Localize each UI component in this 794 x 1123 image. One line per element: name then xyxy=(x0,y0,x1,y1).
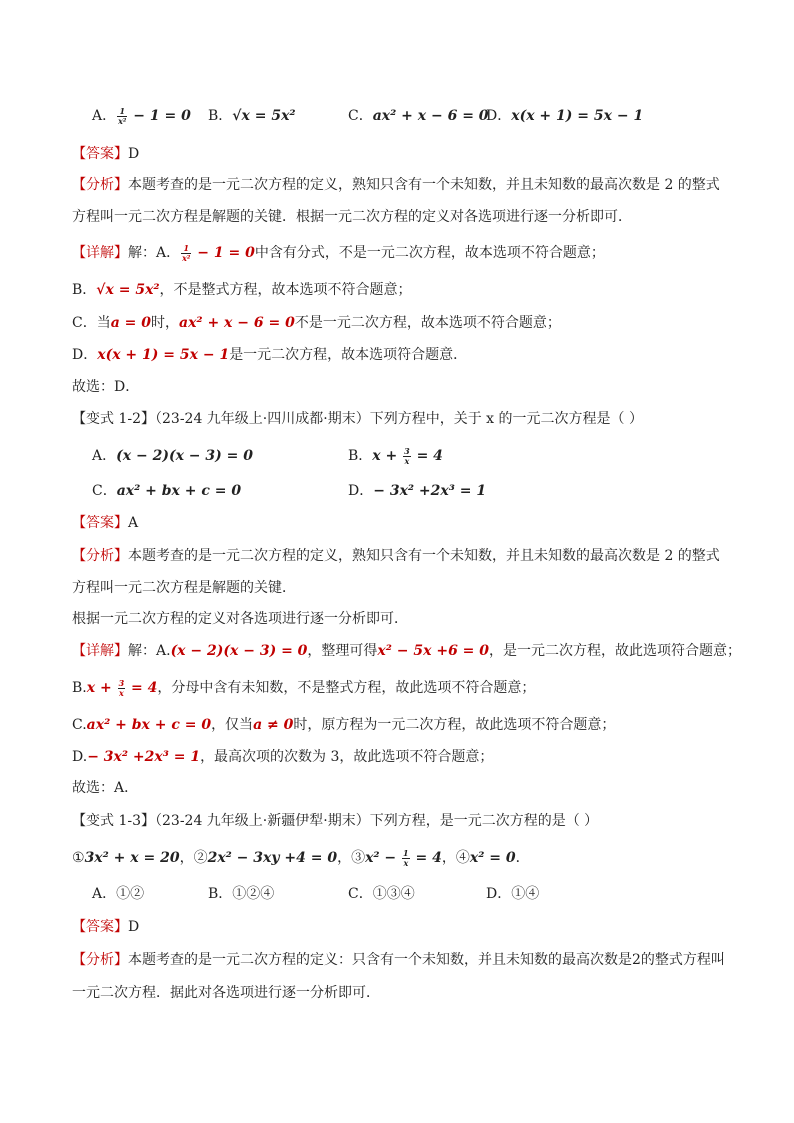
answer-tag: 【答案】 xyxy=(72,515,128,531)
fraction xyxy=(118,679,126,698)
q2-title xyxy=(72,409,643,429)
q3-analysis-line-2: 一元二次方程．据此对各选项进行逐一分析即可． xyxy=(72,985,380,1001)
q2-detail-b xyxy=(72,678,535,698)
q2-answer xyxy=(72,513,138,533)
option-math: x(x + 1) = 5x − 1 xyxy=(511,108,644,124)
detail-math: a ≠ 0 xyxy=(253,717,294,733)
detail-math: = 4 xyxy=(126,680,158,696)
option-label: A． xyxy=(92,448,117,464)
detail-prefix: C．当 xyxy=(72,315,111,331)
detail-math: x + xyxy=(86,680,117,696)
separator: ， xyxy=(179,850,194,866)
detail-prefix: B． xyxy=(72,282,97,298)
variant-tag: 【变式 1-2】 xyxy=(72,411,155,427)
option-math: √x = 5x² xyxy=(232,108,296,124)
option-math: − 3x² +2x³ = 1 xyxy=(373,483,487,499)
circled-number: ④ xyxy=(455,850,470,866)
detail-text: ，不是整式方程，故本选项不符合题意； xyxy=(159,282,412,298)
fraction-denominator: x² xyxy=(118,115,127,126)
q1-analysis-line-1 xyxy=(72,175,720,195)
q1-answer xyxy=(72,144,139,164)
q2-detail-d xyxy=(72,747,493,767)
q2-analysis-line-3: 根据一元二次方程的定义对各选项进行逐一分析即可． xyxy=(72,611,408,627)
analysis-text: 本题考查的是一元二次方程的定义，熟知只含有一个未知数，并且未知数的最高次数是 2 的整式 xyxy=(128,548,720,564)
option-label: B． xyxy=(208,108,233,124)
fraction xyxy=(402,849,410,868)
detail-math: x² − 5x +6 = 0 xyxy=(377,643,490,659)
detail-math: − 3x² +2x³ = 1 xyxy=(87,749,201,765)
fraction xyxy=(181,244,191,263)
q2-detail-a xyxy=(72,641,741,661)
q2-choice: 故选：A． xyxy=(72,780,139,796)
q1-detail-a xyxy=(72,243,605,263)
q2-option-c xyxy=(92,481,241,501)
q2-option-d xyxy=(348,481,486,501)
detail-prefix: 解：A. xyxy=(128,643,171,659)
answer-tag: 【答案】 xyxy=(72,146,128,162)
q1-detail-b xyxy=(72,280,412,300)
q1-analysis-line-2: 方程叫一元二次方程是解题的关键．根据一元二次方程的定义对各选项进行逐一分析即可． xyxy=(72,209,632,225)
circled-number: ① xyxy=(72,850,85,866)
fraction-numerator: 1 xyxy=(117,107,127,117)
q1-detail-c xyxy=(72,313,561,333)
fraction-numerator: 3 xyxy=(118,677,125,688)
detail-tag: 【详解】 xyxy=(72,643,128,659)
fraction-numerator: 1 xyxy=(181,244,191,254)
fraction xyxy=(117,107,127,126)
detail-text: ，是一元二次方程，故此选项符合题意； xyxy=(489,643,742,659)
answer-tag: 【答案】 xyxy=(72,919,128,935)
q2-analysis-line-1 xyxy=(72,546,720,566)
q3-title xyxy=(72,811,598,831)
option-label: A． xyxy=(92,108,117,124)
fraction xyxy=(403,447,411,466)
detail-text: 不是一元二次方程，故本选项不符合题意； xyxy=(294,315,561,331)
fraction-numerator: 3 xyxy=(404,445,410,456)
answer-value: D xyxy=(128,919,140,935)
answer-value: D xyxy=(128,146,140,162)
q3-option-d: D．①④ xyxy=(486,886,540,902)
detail-text: 时， xyxy=(151,315,180,331)
detail-prefix: B. xyxy=(72,680,87,696)
detail-prefix: C. xyxy=(72,717,87,733)
detail-text: 时，原方程为一元二次方程，故此选项不符合题意； xyxy=(293,717,616,733)
option-math: ax² + x − 6 = 0 xyxy=(372,108,489,124)
q1-option-a xyxy=(92,106,191,126)
fraction-denominator: x xyxy=(403,857,409,868)
detail-text: ，仅当 xyxy=(211,717,254,733)
q1-option-c xyxy=(348,106,489,126)
detail-math: (x − 2)(x − 3) = 0 xyxy=(170,643,308,659)
separator: ， xyxy=(337,850,352,866)
detail-math: x(x + 1) = 5x − 1 xyxy=(97,347,230,363)
q1-option-b xyxy=(208,106,296,126)
equation: 2x² − 3xy +4 = 0 xyxy=(207,850,338,866)
q2-detail-c xyxy=(72,715,615,735)
circled-number: ③ xyxy=(351,850,366,866)
analysis-tag: 【分析】 xyxy=(72,177,128,193)
analysis-tag: 【分析】 xyxy=(72,548,128,564)
detail-math: − 1 = 0 xyxy=(192,245,255,261)
detail-text: ，整理可得 xyxy=(307,643,378,659)
detail-math: ax² + bx + c = 0 xyxy=(86,717,212,733)
option-label: D． xyxy=(348,483,374,499)
variant-tag: 【变式 1-3】 xyxy=(72,813,155,829)
equation: = 4 xyxy=(410,850,442,866)
q2-option-a xyxy=(92,446,253,466)
q3-equations xyxy=(72,848,530,868)
separator: ， xyxy=(441,850,456,866)
fraction-numerator: 1 xyxy=(403,847,409,858)
equation: x² = 0 xyxy=(469,850,516,866)
detail-text: 是一元二次方程，故本选项符合题意． xyxy=(229,347,468,363)
q3-option-a: A．①② xyxy=(92,886,145,902)
option-math: ax² + bx + c = 0 xyxy=(116,483,242,499)
option-math: = 4 xyxy=(411,448,443,464)
question-text: （23-24 九年级上·四川成都·期末）下列方程中，关于 x 的一元二次方程是（ ） xyxy=(155,411,643,427)
q3-analysis-line-1 xyxy=(72,950,725,970)
analysis-text: 本题考查的是一元二次方程的定义，熟知只含有一个未知数，并且未知数的最高次数是 2 的整式 xyxy=(128,177,720,193)
q1-choice: 故选：D． xyxy=(72,379,140,395)
analysis-text: 本题考查的是一元二次方程的定义：只含有一个未知数，并且未知数的最高次数是2的整式方程叫 xyxy=(128,952,725,968)
analysis-tag: 【分析】 xyxy=(72,952,128,968)
circled-number: ② xyxy=(193,850,208,866)
option-math: − 1 = 0 xyxy=(128,108,191,124)
detail-text: 中含有分式，不是一元二次方程，故本选项不符合题意； xyxy=(254,245,605,261)
q3-option-c: C．①③④ xyxy=(348,886,415,902)
detail-text: ，最高次项的次数为 3，故此选项不符合题意； xyxy=(200,749,494,765)
q3-answer xyxy=(72,917,139,937)
q1-detail-d xyxy=(72,345,467,365)
option-math: x + xyxy=(372,448,403,464)
detail-tag: 【详解】 xyxy=(72,245,128,261)
detail-prefix: 解：A． xyxy=(128,245,181,261)
option-label: B． xyxy=(348,448,373,464)
option-label: D． xyxy=(486,108,512,124)
option-label: C． xyxy=(348,108,373,124)
answer-value: A xyxy=(128,515,139,531)
q2-analysis-line-2: 方程叫一元二次方程是解题的关键． xyxy=(72,580,296,596)
detail-math: ax² + x − 6 = 0 xyxy=(179,315,295,331)
option-label: C． xyxy=(92,483,117,499)
fraction-denominator: x² xyxy=(182,252,191,263)
option-math: (x − 2)(x − 3) = 0 xyxy=(116,448,253,464)
q3-option-b: B．①②④ xyxy=(208,886,275,902)
detail-math: a = 0 xyxy=(110,315,152,331)
fraction-denominator: x xyxy=(404,455,410,466)
separator: ． xyxy=(515,850,530,866)
detail-prefix: D. xyxy=(72,749,88,765)
equation: x² − xyxy=(365,850,402,866)
detail-text: ，分母中含有未知数，不是整式方程，故此选项不符合题意； xyxy=(157,680,536,696)
detail-math: √x = 5x² xyxy=(96,282,160,298)
question-text: （23-24 九年级上·新疆伊犁·期末）下列方程，是一元二次方程的是（ ） xyxy=(155,813,599,829)
q1-option-d xyxy=(486,106,643,126)
equation: 3x² + x = 20 xyxy=(84,850,180,866)
fraction-denominator: x xyxy=(118,687,124,698)
q2-option-b xyxy=(348,446,443,466)
detail-prefix: D． xyxy=(72,347,98,363)
